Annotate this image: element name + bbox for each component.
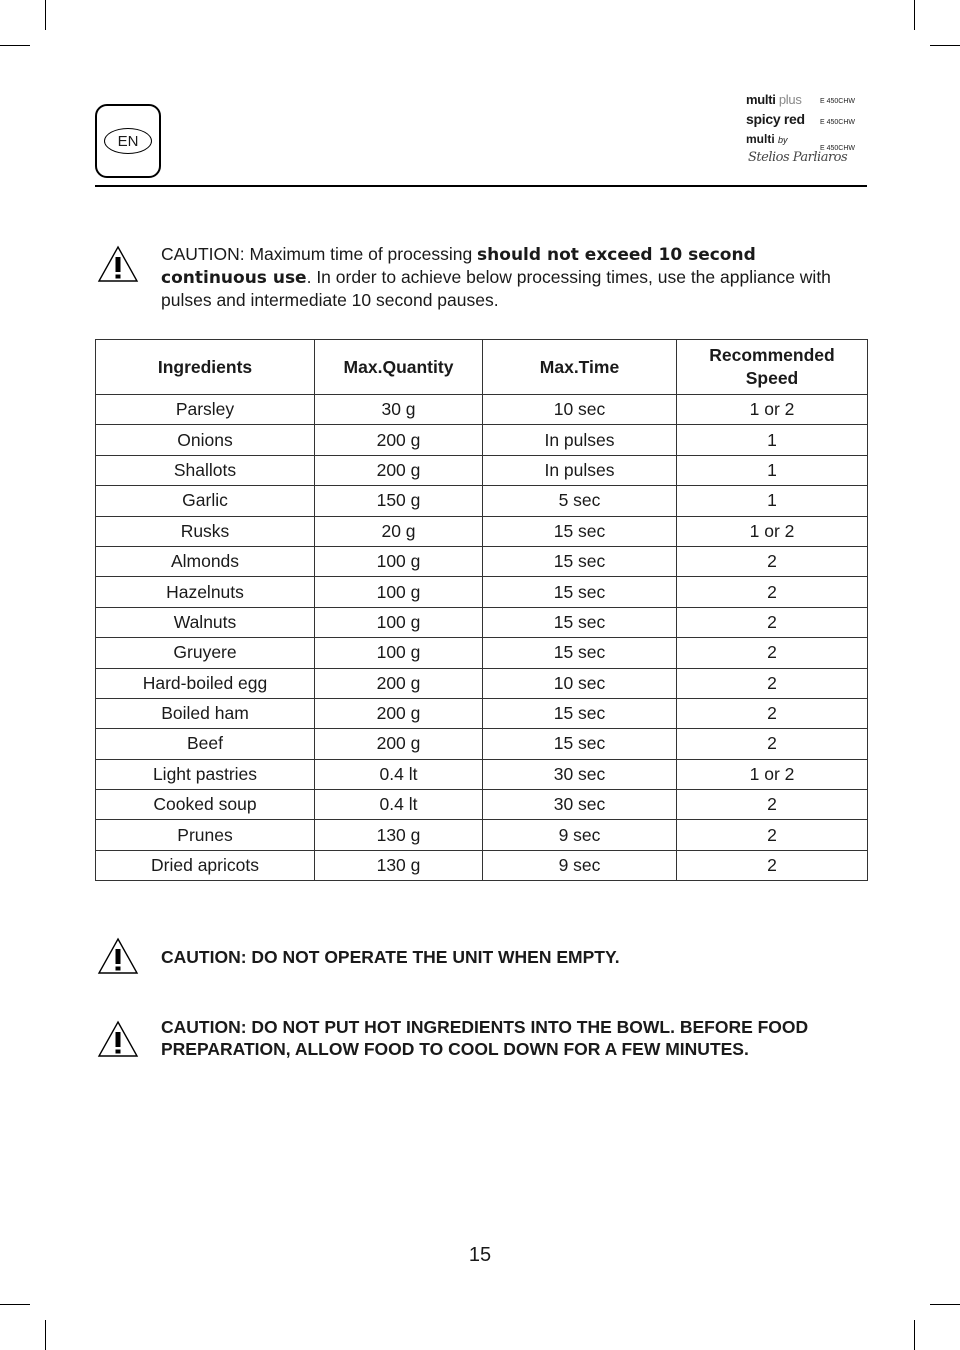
signature-logo: Stelios Parliaros [748, 150, 848, 165]
cell-quantity: 30 g [315, 395, 483, 425]
cell-time: In pulses [483, 455, 677, 485]
table-row [96, 425, 868, 455]
cell-quantity: 20 g [315, 516, 483, 546]
brand-model: E 450CHW [820, 145, 856, 152]
crop-mark [930, 1304, 960, 1305]
table-row [96, 790, 868, 820]
table-row [96, 546, 868, 576]
cell-speed: 2 [677, 820, 868, 850]
crop-mark [0, 45, 30, 46]
cell-quantity: 200 g [315, 455, 483, 485]
brand-multi-by [746, 132, 788, 146]
cell-time: 10 sec [483, 395, 677, 425]
cell-ingredient: Walnuts [96, 607, 315, 637]
header-recommended-speed: Recommended Speed [677, 340, 868, 395]
warning-icon [97, 1020, 139, 1058]
cell-ingredient: Hard-boiled egg [96, 668, 315, 698]
cell-ingredient: Beef [96, 729, 315, 759]
caution-hot-ingredients: CAUTION: DO NOT PUT HOT INGREDIENTS INTO THE BOWL. BEFORE FOOD PREPARATION, ALLOW FOOD TO COOL DOWN FOR A FEW MINUTES. [161, 1017, 809, 1059]
cell-speed: 1 [677, 486, 868, 516]
header-max-quantity: Max.Quantity [315, 340, 483, 395]
cell-ingredient: Almonds [96, 546, 315, 576]
cell-quantity: 200 g [315, 698, 483, 728]
brand-spicy-red [746, 111, 805, 127]
cell-speed: 2 [677, 850, 868, 880]
crop-mark [914, 0, 915, 30]
cell-time: 10 sec [483, 668, 677, 698]
cell-ingredient: Rusks [96, 516, 315, 546]
table-row [96, 516, 868, 546]
cell-quantity: 200 g [315, 729, 483, 759]
brand-suffix: by [778, 135, 788, 145]
cell-speed: 2 [677, 607, 868, 637]
cell-quantity: 200 g [315, 668, 483, 698]
cell-quantity: 100 g [315, 577, 483, 607]
table-row [96, 820, 868, 850]
cell-ingredient: Prunes [96, 820, 315, 850]
table-row [96, 729, 868, 759]
cell-quantity: 0.4 lt [315, 759, 483, 789]
cell-ingredient: Light pastries [96, 759, 315, 789]
language-badge [95, 104, 161, 178]
brand-name: multi [746, 92, 776, 107]
table-row [96, 455, 868, 485]
crop-mark [930, 45, 960, 46]
cell-ingredient: Boiled ham [96, 698, 315, 728]
cell-speed: 2 [677, 790, 868, 820]
cell-time: 9 sec [483, 820, 677, 850]
cell-quantity: 100 g [315, 546, 483, 576]
brand-model: E 450CHW [820, 98, 856, 105]
table-row [96, 638, 868, 668]
cell-quantity: 100 g [315, 607, 483, 637]
cell-ingredient: Dried apricots [96, 850, 315, 880]
warning-icon [97, 245, 139, 283]
cell-speed: 1 or 2 [677, 395, 868, 425]
cell-speed: 2 [677, 546, 868, 576]
cell-time: In pulses [483, 425, 677, 455]
language-label: EN [104, 128, 152, 154]
cell-quantity: 200 g [315, 425, 483, 455]
header-rule [95, 185, 867, 187]
cell-time: 15 sec [483, 607, 677, 637]
cell-ingredient: Onions [96, 425, 315, 455]
cell-time: 5 sec [483, 486, 677, 516]
cell-speed: 1 or 2 [677, 516, 868, 546]
caution-empty: CAUTION: DO NOT OPERATE THE UNIT WHEN EMPTY. [161, 947, 620, 967]
cell-ingredient: Cooked soup [96, 790, 315, 820]
cell-quantity: 130 g [315, 850, 483, 880]
crop-mark [0, 1304, 30, 1305]
caution-emphasis: should not exceed 10 second continuous use [161, 245, 756, 288]
caution-rest: . In order to achieve below processing times, use the appliance with pulses and intermediate 10 second pauses. [161, 267, 831, 310]
cell-time: 15 sec [483, 638, 677, 668]
cell-speed: 1 [677, 425, 868, 455]
table-row [96, 698, 868, 728]
table-row [96, 395, 868, 425]
table-header-row [96, 340, 868, 395]
brand-model: E 450CHW [820, 119, 856, 126]
cell-time: 30 sec [483, 790, 677, 820]
table-row [96, 759, 868, 789]
brand-multi-plus [746, 92, 802, 107]
cell-speed: 1 [677, 455, 868, 485]
cell-speed: 2 [677, 729, 868, 759]
cell-ingredient: Garlic [96, 486, 315, 516]
cell-quantity: 0.4 lt [315, 790, 483, 820]
cell-time: 15 sec [483, 698, 677, 728]
cell-speed: 2 [677, 698, 868, 728]
cell-quantity: 130 g [315, 820, 483, 850]
brand-suffix: plus [775, 92, 802, 107]
caution-label: CAUTION [161, 244, 240, 264]
cell-time: 30 sec [483, 759, 677, 789]
crop-mark [45, 1320, 46, 1350]
cell-time: 15 sec [483, 729, 677, 759]
table-row [96, 607, 868, 637]
brand-logos [746, 90, 876, 185]
cell-speed: 2 [677, 668, 868, 698]
table-row [96, 486, 868, 516]
cell-speed: 2 [677, 638, 868, 668]
page-number: 15 [468, 1244, 492, 1266]
caution-lead: : Maximum time of processing [239, 244, 478, 264]
cell-time: 15 sec [483, 577, 677, 607]
brand-name: spicy red [746, 111, 805, 127]
table-row [96, 577, 868, 607]
cell-quantity: 150 g [315, 486, 483, 516]
brand-name: multi [746, 132, 775, 146]
header-max-time: Max.Time [483, 340, 677, 395]
processing-table [95, 339, 868, 881]
table-row [96, 668, 868, 698]
crop-mark [914, 1320, 915, 1350]
header-ingredients: Ingredients [96, 340, 315, 395]
cell-ingredient: Gruyere [96, 638, 315, 668]
warning-icon [97, 937, 139, 975]
cell-ingredient: Hazelnuts [96, 577, 315, 607]
cell-ingredient: Shallots [96, 455, 315, 485]
cell-time: 15 sec [483, 516, 677, 546]
cell-ingredient: Parsley [96, 395, 315, 425]
cell-speed: 1 or 2 [677, 759, 868, 789]
crop-mark [45, 0, 46, 30]
cell-quantity: 100 g [315, 638, 483, 668]
caution-processing-time [161, 243, 861, 311]
cell-time: 15 sec [483, 546, 677, 576]
cell-time: 9 sec [483, 850, 677, 880]
cell-speed: 2 [677, 577, 868, 607]
table-row [96, 850, 868, 880]
